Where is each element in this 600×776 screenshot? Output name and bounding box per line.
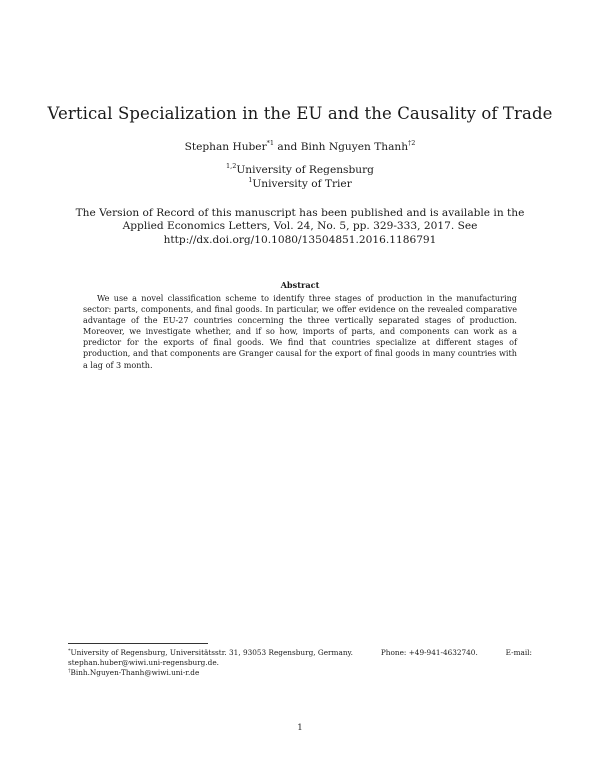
footnote-1-phone: Phone: +49-941-4632740. bbox=[380, 648, 478, 657]
affiliation-mark: 1 bbox=[248, 176, 253, 184]
footnote-rule bbox=[68, 643, 208, 644]
affiliation-name: University of Trier bbox=[252, 178, 352, 190]
page-number: 1 bbox=[297, 723, 303, 733]
footnote-1-line-1 bbox=[68, 648, 532, 658]
author-name: Binh Nguyen Thanh bbox=[300, 141, 409, 153]
abstract-heading: Abstract bbox=[280, 280, 320, 290]
footnotes bbox=[68, 648, 532, 679]
author-mark: †2 bbox=[408, 139, 416, 147]
version-of-record-note: The Version of Record of this manuscript has been published and is available in the Applied Economics Letters, Vol. 24, No. 5, pp. 329-333, 2017. See http://dx.doi.org/10.1080/13504851.2016.1186791 bbox=[75, 207, 525, 246]
footnote-1-email-label: E-mail: bbox=[505, 648, 532, 657]
affiliation-name: University of Regensburg bbox=[236, 164, 374, 176]
author-mark: *1 bbox=[266, 139, 275, 147]
paper-title: Vertical Specialization in the EU and the Causality of Trade bbox=[47, 104, 553, 123]
author-connector: and bbox=[274, 141, 301, 153]
footnote-text: Binh.Nguyen-Thanh@wiwi.uni-r.de bbox=[70, 668, 200, 678]
abstract-text: We use a novel classification scheme to identify three stages of production in the manufacturing sector: parts, components, and final goods. In particular, we offer evidence on the revealed comparative advantage of the EU-27 countries concerning the three vertically separated stages of production. Moreover, we investigate whether, and if so how, imports of parts, and components can work as a predictor for the exports of final goods. We find that countries specialize at different stages of production, and that components are Granger causal for the export of final goods in many countries with a lag of 3 month. bbox=[83, 293, 517, 370]
affiliation bbox=[0, 164, 600, 176]
affiliation-mark: 1,2 bbox=[226, 162, 237, 170]
footnote-2 bbox=[68, 668, 532, 678]
footnote-text: University of Regensburg, Universitätsstr. 31, 93053 Regensburg, Germany. bbox=[70, 648, 353, 657]
footnote-1-address bbox=[68, 648, 353, 658]
author-name: Stephan Huber bbox=[184, 141, 267, 153]
author-line bbox=[0, 141, 600, 153]
footnote-mark: * bbox=[68, 648, 71, 654]
footnote-1-email: stephan.huber@wiwi.uni-regensburg.de. bbox=[68, 658, 219, 668]
footnote-mark: † bbox=[68, 668, 71, 675]
affiliation bbox=[0, 178, 600, 190]
